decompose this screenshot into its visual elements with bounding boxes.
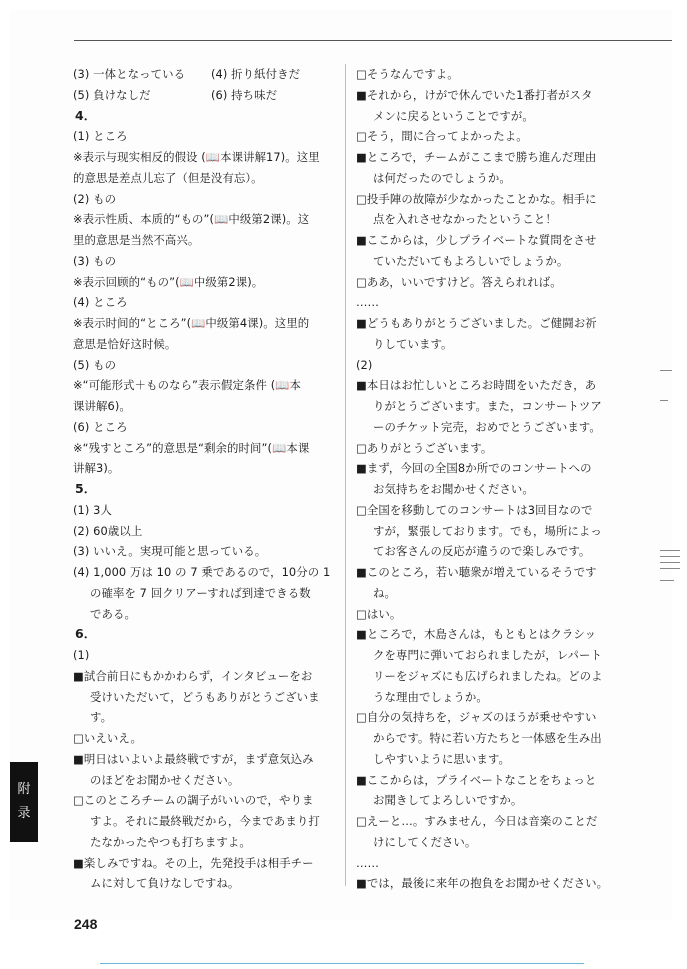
text-line: (4) ところ bbox=[73, 295, 128, 310]
text-line: (1) ところ bbox=[73, 129, 128, 144]
text-line: ーのチケット完売，おめでとうございます。 bbox=[373, 419, 601, 434]
side-tab-char-2: 录 bbox=[17, 806, 31, 821]
text-line: の確率を 7 回クリアーすれば到達できる数 bbox=[90, 585, 311, 600]
text-line: ■このところ，若い聴衆が増えているそうです bbox=[356, 565, 597, 579]
text-line: □えーと…。すみません，今日は音楽のことだ bbox=[356, 814, 598, 828]
right-column bbox=[356, 64, 618, 894]
text-line: からです。特に若い方たちと一体感を生み出 bbox=[373, 731, 602, 745]
text-line: (2) 60歳以上 bbox=[73, 523, 143, 538]
text-line: ■楽しみですね。その上，先発投手は相手チー bbox=[73, 855, 314, 870]
text-line: □はい。 bbox=[356, 606, 402, 621]
text-line: (1) bbox=[73, 648, 90, 662]
text-line: (2) bbox=[356, 357, 373, 372]
text-line: けにしてください。 bbox=[373, 834, 477, 849]
text-line: □全国を移動してのコンサートは3回目なので bbox=[356, 502, 593, 517]
text-line: 意思是恰好这时候。 bbox=[73, 336, 177, 351]
text-line: (6) ところ bbox=[73, 419, 128, 434]
text-line: リーをジャズにも広げられましたね。どのよ bbox=[373, 668, 603, 683]
text-line: すが，緊張しております。でも，場所によっ bbox=[373, 523, 602, 538]
text-line: ■ところで，チームがここまで勝ち進んだ理由 bbox=[356, 150, 597, 164]
text-line: ■まず，今回の全国8か所でのコンサートへの bbox=[356, 461, 592, 476]
text-line: □いえいえ。 bbox=[73, 731, 142, 745]
left-column bbox=[73, 64, 338, 894]
text-line: (3) もの bbox=[73, 253, 117, 268]
column-divider bbox=[345, 64, 346, 886]
text-line: ムに対して負けなしですね。 bbox=[90, 876, 240, 891]
text-line: ※表示时间的“ところ”(📖中级第4课)。这里的 bbox=[73, 316, 310, 330]
text-line: お聞きしてよろしいですか。 bbox=[373, 793, 523, 808]
text-line: すよ。それに最終戦だから，今まであまり打 bbox=[90, 814, 320, 828]
text-line: クを専門に弾いておられましたが，レパート bbox=[373, 648, 603, 662]
text-line: …… bbox=[356, 295, 379, 310]
text-line: (4) 1,000 万は 10 の 7 乗であるので，10分の 1 bbox=[73, 565, 331, 579]
text-line: ■ここからは，プライベートなことをちょっと bbox=[356, 772, 597, 787]
text-line: たなかったやつも打ちますよ。 bbox=[90, 834, 251, 849]
text-line: メンに戻るということですが。 bbox=[373, 108, 534, 123]
text-line: のほどをお聞かせください。 bbox=[90, 772, 240, 787]
text-line: ていただいてもよろしいでしょうか。 bbox=[373, 253, 569, 268]
text-line: ※表示与现实相反的假设 (📖本课讲解17)。这里 bbox=[73, 150, 320, 164]
text-line: ね。 bbox=[373, 585, 396, 600]
text-line: ※“残すところ”的意思是“剩余的时间”(📖本课 bbox=[73, 440, 310, 455]
appendix-side-tab bbox=[10, 762, 38, 842]
text-line: ■それから，けがで休んでいた1番打者がスタ bbox=[356, 87, 593, 102]
text-line: うな理由でしょうか。 bbox=[373, 689, 488, 704]
text-line: □そう，間に合ってよかったよ。 bbox=[356, 129, 528, 144]
section-heading: 6． bbox=[75, 626, 97, 642]
text-line: 课讲解6)。 bbox=[73, 399, 131, 413]
text-line: ※表示回顾的“もの”(📖中级第2课)。 bbox=[73, 274, 264, 289]
answer-pair-line bbox=[73, 64, 338, 85]
section-heading: 4． bbox=[75, 107, 97, 123]
answer-item: (3) 一体となっている bbox=[73, 67, 186, 81]
text-line: (5) もの bbox=[73, 357, 117, 372]
answer-item: (4) 折り紙付きだ bbox=[211, 67, 301, 81]
page-number: 248 bbox=[74, 916, 98, 932]
text-line: □ああ，いいですけど。答えられれば。 bbox=[356, 274, 562, 289]
text-line: りがとうございます。また，コンサートツア bbox=[373, 399, 602, 413]
text-line: (2) もの bbox=[73, 191, 117, 206]
bottom-rule bbox=[100, 963, 584, 964]
text-line: ■ここからは，少しプライベートな質問をさせ bbox=[356, 233, 597, 247]
text-line: □そうなんですよ。 bbox=[356, 67, 459, 81]
text-line: 讲解3)。 bbox=[73, 461, 120, 476]
text-line: である。 bbox=[90, 606, 136, 621]
text-line: …… bbox=[356, 855, 379, 870]
text-line: 的意思是差点儿忘了（但是没有忘）。 bbox=[73, 170, 263, 185]
text-line: ※“可能形式＋ものなら”表示假定条件 (📖本 bbox=[73, 378, 302, 393]
text-line: は何だったのでしょうか。 bbox=[373, 170, 511, 185]
text-line: ■試合前日にもかかわらず，インタビューをお bbox=[73, 668, 313, 683]
text-line: ■では，最後に来年の抱負をお聞かせください。 bbox=[356, 876, 609, 891]
text-line: ■明日はいよいよ最終戦ですが，まず意気込み bbox=[73, 751, 314, 766]
text-line: しやすいように思います。 bbox=[373, 751, 510, 766]
text-line: □このところチームの調子がいいので，やりま bbox=[73, 793, 314, 808]
text-line: □ありがとうございます。 bbox=[356, 440, 493, 455]
text-line: ■ところで，木島さんは，もともとはクラシッ bbox=[356, 627, 597, 642]
answer-pair-line bbox=[73, 85, 338, 106]
side-tab-char-1: 附 bbox=[17, 782, 31, 797]
text-line: てお客さんの反応が違うので楽しみです。 bbox=[373, 544, 591, 559]
text-line: 受けいただいて，どうもありがとうございま bbox=[90, 689, 320, 704]
answer-item: (5) 負けなしだ bbox=[73, 87, 151, 102]
text-line: □投手陣の故障が少なかったことかな。相手に bbox=[356, 191, 597, 206]
text-line: 里的意思是当然不高兴。 bbox=[73, 233, 200, 247]
header-rule bbox=[74, 40, 672, 41]
text-line: 点を入れさせなかったということ！ bbox=[373, 212, 557, 227]
scan-edge-marks bbox=[660, 370, 682, 620]
text-line: □自分の気持ちを，ジャズのほうが乗せやすい bbox=[356, 710, 597, 725]
section-heading: 5． bbox=[75, 481, 97, 496]
text-line: (3) いいえ。実現可能と思っている。 bbox=[73, 544, 267, 559]
text-line: お気持ちをお聞かせください。 bbox=[373, 482, 534, 496]
text-line: ■本日はお忙しいところお時間をいただき，あ bbox=[356, 378, 597, 393]
answer-item: (6) 持ち味だ bbox=[211, 87, 278, 102]
text-line: ※表示性质、本质的“もの”(📖中级第2课)。这 bbox=[73, 212, 310, 227]
text-line: ■どうもありがとうございました。ご健闘お祈 bbox=[356, 316, 597, 330]
text-line: (1) 3人 bbox=[73, 502, 112, 517]
text-line: りしています。 bbox=[373, 336, 453, 351]
text-line: す。 bbox=[90, 710, 113, 725]
